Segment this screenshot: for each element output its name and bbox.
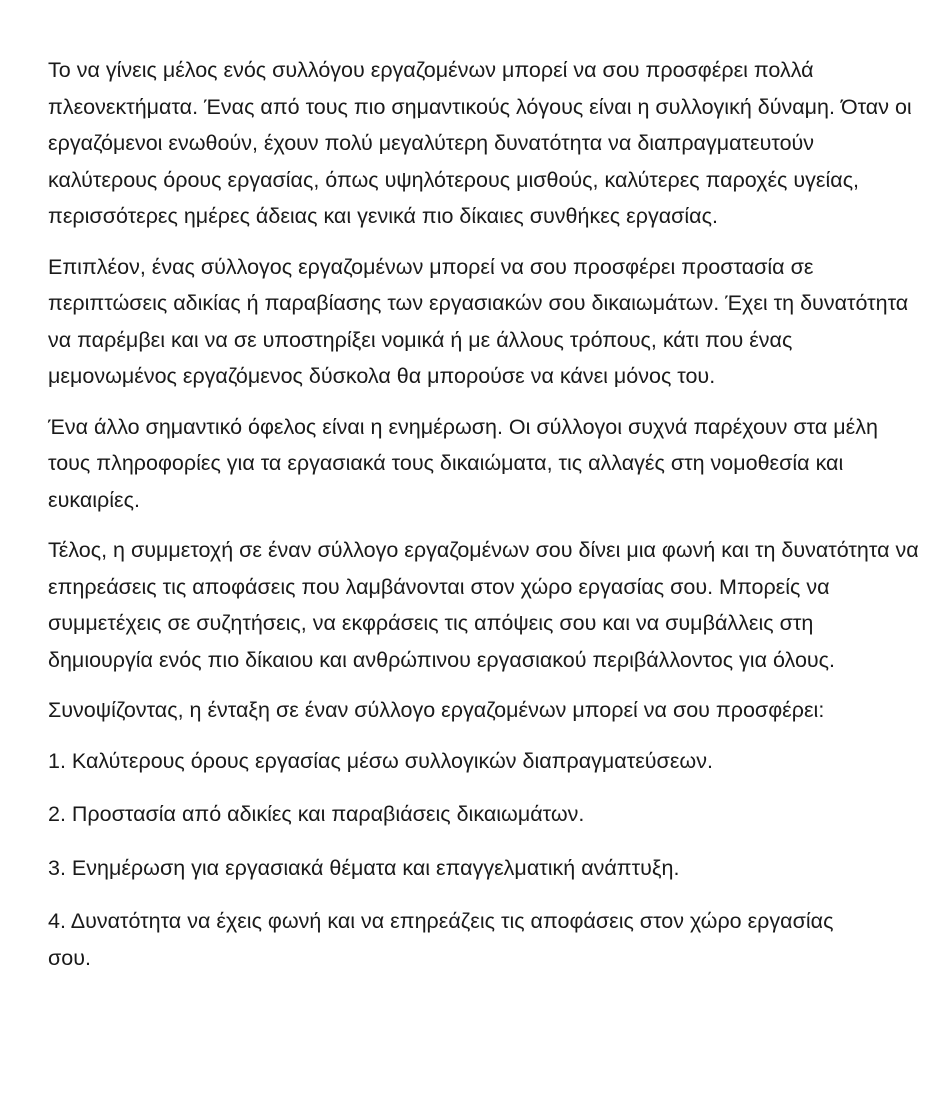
- paragraph-information: Ένα άλλο σημαντικό όφελος είναι η ενημέρωση. Οι σύλλογοι συχνά παρέχουν στα μέλη τους πληροφορίες για τα εργασιακά τους δικαιώματα, τις αλλαγές στη νομοθεσία και ευκαιρίες.: [48, 414, 878, 512]
- list-item: 3. Ενημέρωση για εργασιακά θέματα και επαγγελματική ανάπτυξη.: [48, 855, 680, 880]
- paragraph-summary: Συνοψίζοντας, η ένταξη σε έναν σύλλογο εργαζομένων μπορεί να σου προσφέρει:: [48, 698, 825, 722]
- document-body: [48, 52, 928, 976]
- paragraph-intro: Το να γίνεις μέλος ενός συλλόγου εργαζομένων μπορεί να σου προσφέρει πολλά πλεονεκτήματα. Ένας από τους πιο σημαντικούς λόγους είναι η συλλογική δύναμη. Όταν οι εργαζόμενοι ενωθούν, έχουν πολύ μεγαλύτερη δυνατότητα να διαπραγματευτούν καλύτερους όρους εργασίας, όπως υψηλότερους μισθούς, καλύτερες παροχές υγείας, περισσότερες ημέρες άδειας και γενικά πιο δίκαιες συνθήκες εργασίας.: [48, 58, 912, 228]
- list-item: 2. Προστασία από αδικίες και παραβιάσεις δικαιωμάτων.: [48, 802, 585, 826]
- list-item: 1. Καλύτερους όρους εργασίας μέσω συλλογικών διαπραγματεύσεων.: [48, 748, 713, 773]
- list-item: 4. Δυνατότητα να έχεις φωνή και να επηρεάζεις τις αποφάσεις στον χώρο εργασίας σου.: [48, 909, 834, 970]
- benefits-list: [48, 743, 928, 977]
- paragraph-voice: Τέλος, η συμμετοχή σε έναν σύλλογο εργαζομένων σου δίνει μια φωνή και τη δυνατότητα να επηρεάσεις τις αποφάσεις που λαμβάνονται στον χώρο εργασίας σου. Μπορείς να συμμετέχεις σε συζητήσεις, να εκφράσεις τις απόψεις σου και να συμβάλλεις στη δημιουργία ενός πιο δίκαιου και ανθρώπινου εργασιακού περιβάλλοντος για όλους.: [48, 538, 919, 672]
- paragraph-protection: Επιπλέον, ένας σύλλογος εργαζομένων μπορεί να σου προσφέρει προστασία σε περιπτώσεις αδικίας ή παραβίασης των εργασιακών σου δικαιωμάτων. Έχει τη δυνατότητα να παρέμβει και να σε υποστηρίξει νομικά ή με άλλους τρόπους, κάτι που ένας μεμονωμένος εργαζόμενος δύσκολα θα μπορούσε να κάνει μόνος του.: [48, 254, 909, 388]
